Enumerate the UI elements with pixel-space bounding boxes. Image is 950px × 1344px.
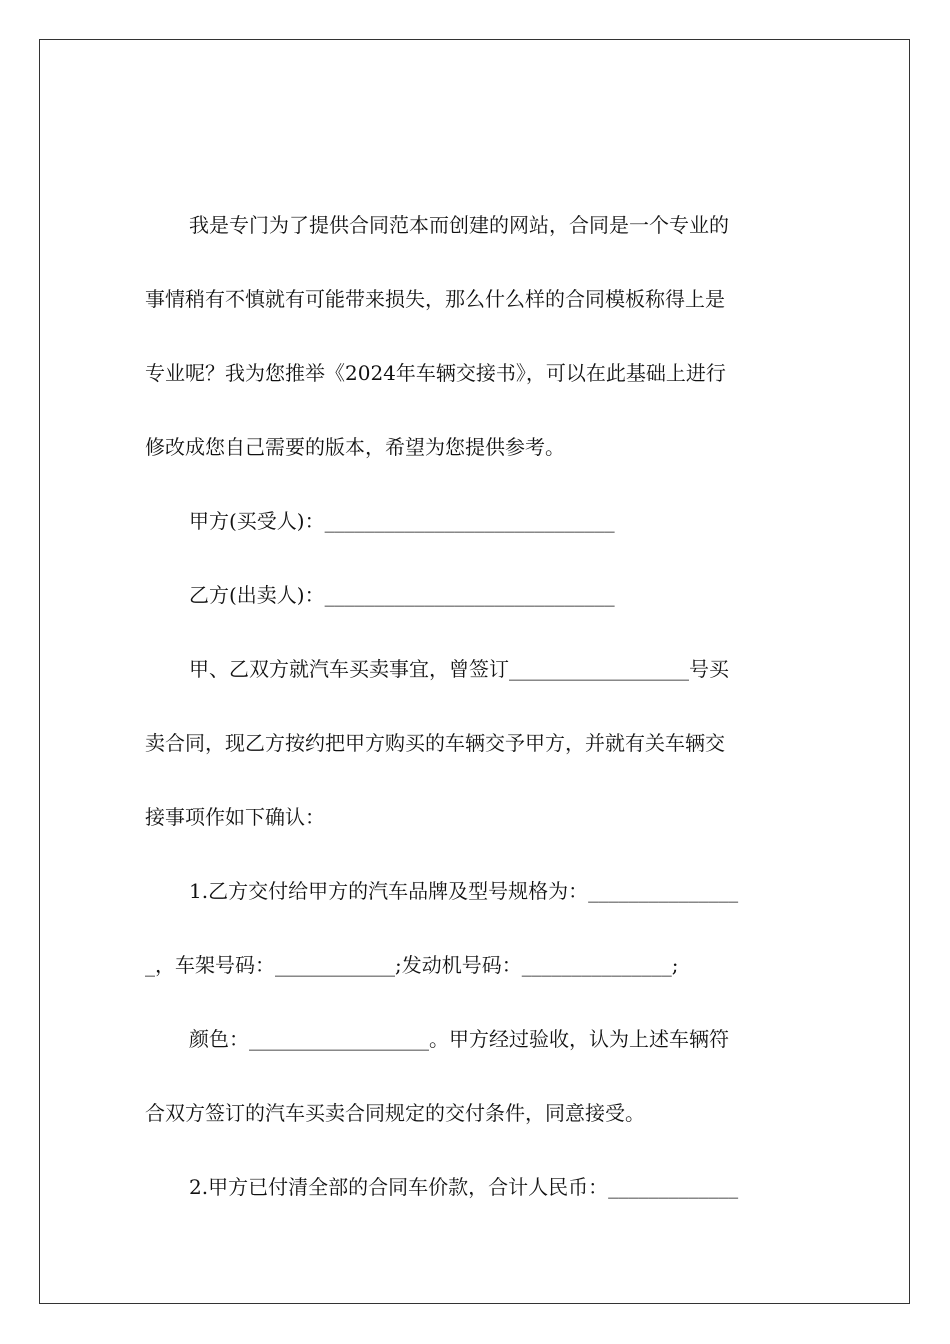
agreement-line-2: 卖合同，现乙方按约把甲方购买的车辆交予甲方，并就有关车辆交 — [145, 731, 725, 755]
agreement-line-1: 甲、乙双方就汽车买卖事宜，曾签订__________________号买 — [189, 657, 729, 681]
intro-line-1: 我是专门为了提供合同范本而创建的网站，合同是一个专业的 — [189, 213, 729, 237]
clause-1-line-2: _，车架号码：____________;发动机号码：_______________; — [145, 953, 679, 977]
clause-1-line-1: 1.乙方交付给甲方的汽车品牌及型号规格为：_______________ — [189, 879, 739, 903]
party-b-field: 乙方(出卖人)：_____________________________ — [189, 583, 615, 607]
intro-line-2: 事情稍有不慎就有可能带来损失，那么什么样的合同模板称得上是 — [145, 287, 725, 311]
color-line-2: 合双方签订的汽车买卖合同规定的交付条件，同意接受。 — [145, 1101, 645, 1125]
intro-line-3: 专业呢？我为您推举《2024年车辆交接书》，可以在此基础上进行 — [145, 361, 726, 385]
party-a-field: 甲方(买受人)：_____________________________ — [189, 509, 615, 533]
color-line-1: 颜色：__________________。甲方经过验收，认为上述车辆符 — [189, 1027, 729, 1051]
agreement-line-3: 接事项作如下确认： — [145, 805, 325, 829]
document-body — [145, 200, 810, 1236]
clause-2-line-1: 2.甲方已付清全部的合同车价款，合计人民币：_____________ — [189, 1175, 739, 1199]
intro-line-4: 修改成您自己需要的版本，希望为您提供参考。 — [145, 435, 565, 459]
